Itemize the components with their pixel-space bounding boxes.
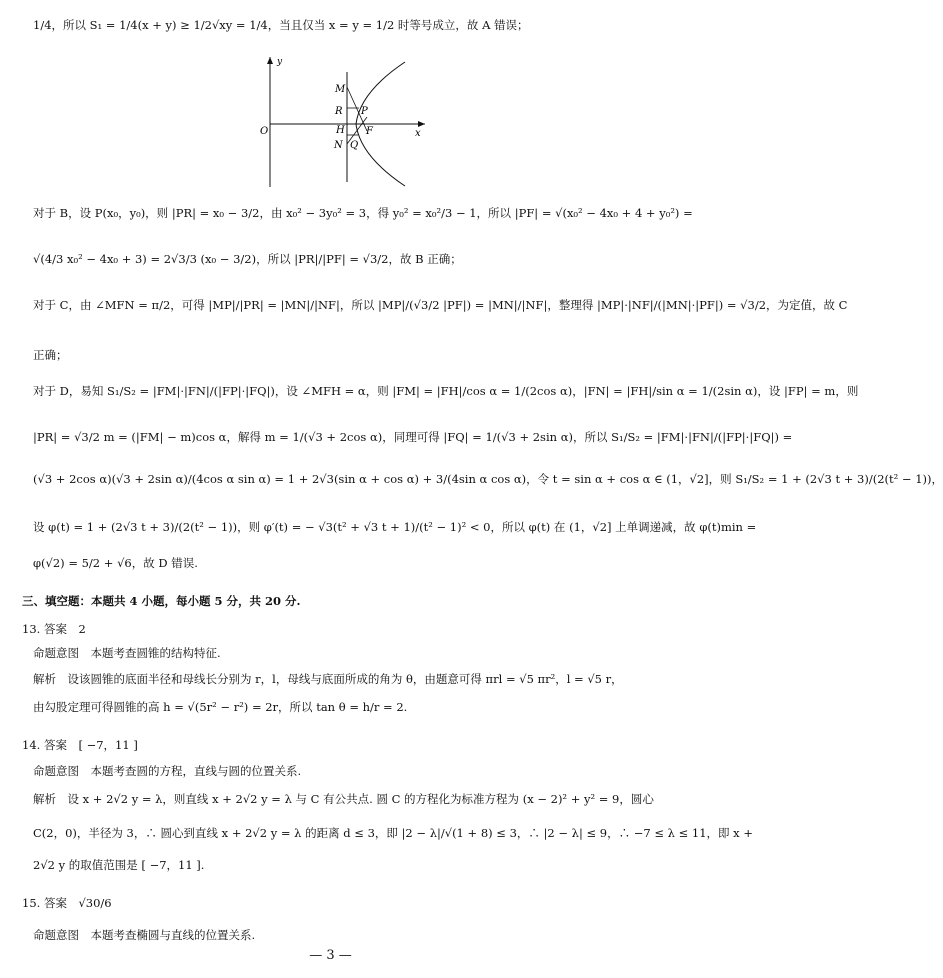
answer-14: 14. 答案 [ −7，11 ] [22,738,138,752]
figure-label-p: P [361,106,368,117]
figure-label-x: x [415,128,421,139]
figure-label-f: F [366,126,373,137]
answer-13: 13. 答案 2 [22,622,86,636]
intent-13: 命题意图 本题考查圆锥的结构特征. [33,646,221,660]
text-line: 对于 D，易知 S₁/S₂ = |FM|·|FN|/(|FP|·|FQ|)，设 ∠MFH = α，则 |FM| = |FH|/cos α = 1/(2cos α)，|FN| = |FH|/sin α = 1/(2sin α)，设 |FP| = m，则 [33,384,859,398]
intent-14: 命题意图 本题考查圆的方程，直线与圆的位置关系. [33,764,302,778]
figure-label-r: R [335,106,343,117]
text-line: 正确； [33,348,68,362]
text-line: 1/4，所以 S₁ = 1/4(x + y) ≥ 1/2√xy = 1/4，当且仅当 x = y = 1/2 时等号成立，故 A 错误； [33,18,529,32]
text-line: |PR| = √3/2 m = (|FM| − m)cos α，解得 m = 1/(√3 + 2cos α)，同理可得 |FQ| = 1/(√3 + 2sin α)，所以 S₁/S₂ = |FM|·|FN|/(|FP|·|FQ|) = [33,430,793,444]
analysis-14: 解析 设 x + 2√2 y = λ，则直线 x + 2√2 y = λ 与 C 有公共点. 圆 C 的方程化为标准方程为 (x − 2)² + y² = 9，圆心 [33,792,654,806]
text-line: 设 φ(t) = 1 + (2√3 t + 3)/(2(t² − 1))，则 φ′(t) = − √3(t² + √3 t + 1)/(t² − 1)² < 0，所以 φ(t) 在 (1，√2] 上单调递减，故 φ(t)min = [33,520,757,534]
figure-label-m: M [335,84,346,95]
page-number: — 3 — [309,948,352,963]
figure-label-q: Q [350,140,359,151]
text-line: φ(√2) = 5/2 + √6，故 D 错误. [33,556,198,570]
text-line: 由勾股定理可得圆锥的高 h = √(5r² − r²) = 2r，所以 tan θ = h/r = 2. [33,700,408,714]
section-heading: 三、填空题：本题共 4 小题，每小题 5 分，共 20 分. [22,594,301,608]
hyperbola-figure [255,52,435,192]
text-line: √(4/3 x₀² − 4x₀ + 3) = 2√3/3 (x₀ − 3/2)，所以 |PR|/|PF| = √3/2，故 B 正确； [33,252,462,266]
text-line: (√3 + 2cos α)(√3 + 2sin α)/(4cos α sin α) = 1 + 2√3(sin α + cos α) + 3/(4sin α cos α)，令 t = sin α + cos α ∈ (1，√2]，则 S₁/S₂ = 1 + (2√3 t + 3)/(2(t² − 1))， [33,472,943,486]
answer-15: 15. 答案 √30/6 [22,896,112,910]
analysis-13: 解析 设该圆锥的底面半径和母线长分别为 r，l，母线与底面所成的角为 θ，由题意可得 πrl = √5 πr²，l = √5 r， [33,672,623,686]
text-line: 对于 B，设 P(x₀，y₀)，则 |PR| = x₀ − 3/2，由 x₀² − 3y₀² = 3，得 y₀² = x₀²/3 − 1，所以 |PF| = √(x₀² − 4x₀ + 4 + y₀²) = [33,206,693,220]
figure-label-h: H [336,125,345,136]
text-line: 2√2 y 的取值范围是 [ −7，11 ]. [33,858,205,872]
text-line: C(2，0)，半径为 3，∴ 圆心到直线 x + 2√2 y = λ 的距离 d ≤ 3，即 |2 − λ|/√(1 + 8) ≤ 3，∴ |2 − λ| ≤ 9，∴ −7 ≤ λ ≤ 11，即 x + [33,826,753,840]
text-line: 对于 C，由 ∠MFN = π/2，可得 |MP|/|PR| = |MN|/|NF|，所以 |MP|/(√3/2 |PF|) = |MN|/|NF|，整理得 |MP|·|NF|/(|MN|·|PF|) = √3/2，为定值，故 C [33,298,848,312]
intent-15: 命题意图 本题考查椭圆与直线的位置关系. [33,928,256,942]
figure-label-o: O [260,126,269,137]
figure-label-n: N [334,140,343,151]
figure-label-y: y [277,57,283,67]
